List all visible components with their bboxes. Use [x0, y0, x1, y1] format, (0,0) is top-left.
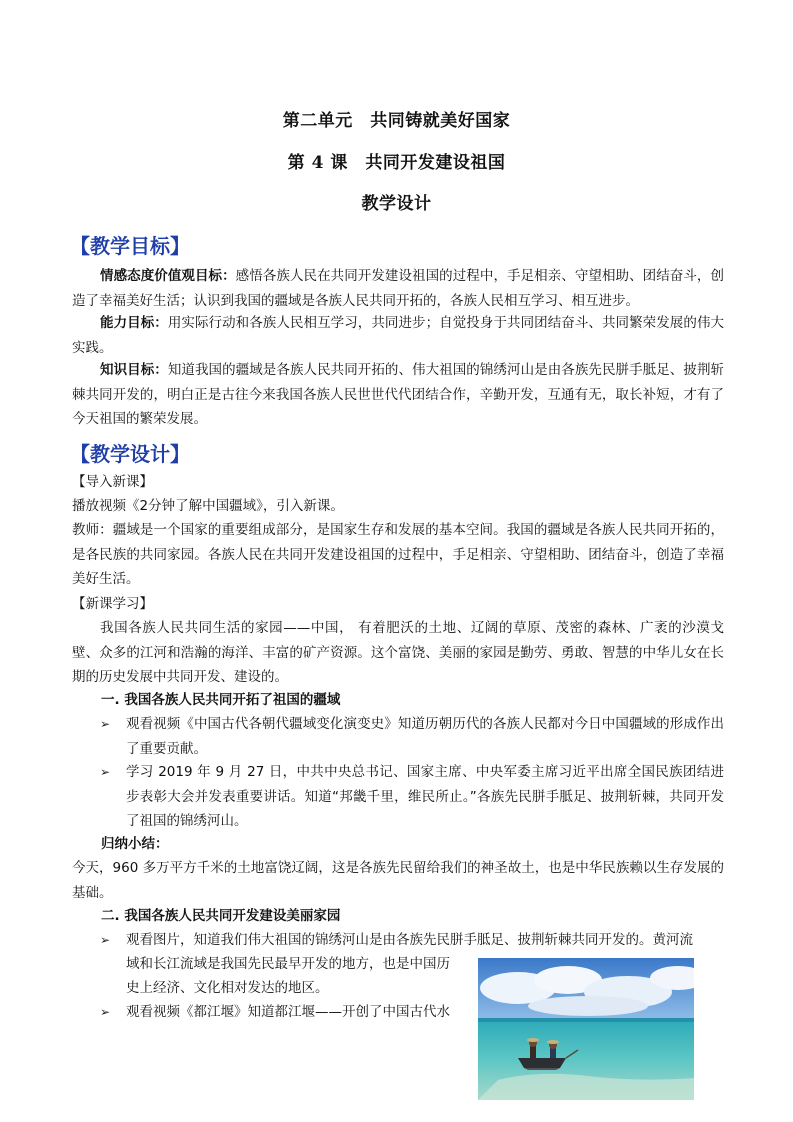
- arrow-bullet-icon: ➢: [100, 1005, 111, 1019]
- arrow-bullet-icon: ➢: [100, 717, 111, 731]
- new-lesson-text: 我国各族人民共同生活的家园——中国， 有着肥沃的土地、辽阔的草原、茂密的森林、广袤的沙漠戈壁、众多的江河和浩瀚的海洋、丰富的矿产资源。这个富饶、美丽的家园是勤劳、勇敢、智慧的中华儿女在长期的历史发展中共同开发、建设的。: [72, 620, 724, 685]
- intro-line: 播放视频《2分钟了解中国疆域》，引入新课。: [72, 498, 344, 514]
- list-item: [100, 712, 724, 762]
- summary-text: 今天，960 多万平方千米的土地富饶辽阔，这是各族先民留给我们的神圣故土，也是中华民族赖以生存发展的基础。: [72, 860, 724, 901]
- bullet-text: 学习 2019 年 9 月 27 日，中共中央总书记、国家主席、中央军委主席习近平出席全国民族团结进步表彰大会并发表重要讲话。知道“邦畿千里，维民所止。”各族先民胼手胝足、披荆斩棘，共同开发了祖国的锦绣河山。: [126, 764, 724, 829]
- emotion-objective: [72, 264, 724, 313]
- knowledge-text: 知道我国的疆域是各族人民共同开拓的、伟大祖国的锦绣河山是由各族先民胼手胝足、披荆斩棘共同开发的，明白正是古往今来我国各族人民世世代代团结合作，辛勤开发，互通有无，取长补短，才有了今天祖国的繁荣发展。: [72, 362, 725, 427]
- ability-objective: [72, 311, 724, 360]
- part2-heading: 二. 我国各族人民共同开发建设美丽家园: [101, 908, 341, 924]
- arrow-bullet-icon: ➢: [100, 765, 111, 779]
- section-heading-objectives: 【教学目标】: [70, 234, 190, 258]
- bullet-text-line: 史上经济、文化相对发达的地区。: [126, 980, 329, 996]
- design-title: 教学设计: [361, 194, 432, 214]
- emotion-label: 情感态度价值观目标：: [100, 268, 236, 284]
- sea-boat-photo: [478, 958, 694, 1100]
- bullet-text: 观看视频《中国古代各朝代疆域变化演变史》知道历朝历代的各族人民都对今日中国疆域的形成作出了重要贡献。: [126, 716, 724, 757]
- knowledge-objective: [72, 358, 724, 432]
- bullet-text: 观看视频《都江堰》知道都江堰——开创了中国古代水: [126, 1004, 450, 1020]
- list-item: [100, 1000, 480, 1026]
- ability-text: 用实际行动和各族人民相互学习，共同进步；自觉投身于共同团结奋斗、共同繁荣发展的伟大实践。: [72, 315, 725, 356]
- emotion-text: 感悟各族人民在共同开发建设祖国的过程中，手足相亲、守望相助、团结奋斗，创造了幸福美好生活；认识到我国的疆域是各族人民共同开拓的，各族人民相互学习、相互进步。: [72, 268, 725, 309]
- unit-title: 第二单元 共同铸就美好国家: [282, 111, 511, 131]
- new-lesson-tag: 【新课学习】: [72, 596, 153, 612]
- bullet-text-line: 域和长江流域是我国先民最早开发的地方，也是中国历: [126, 956, 450, 972]
- intro-tag: 【导入新课】: [72, 474, 153, 490]
- bullet-text-line: 观看图片，知道我们伟大祖国的锦绣河山是由各族先民胼手胝足、披荆斩棘共同开发的。黄河流: [126, 932, 693, 948]
- list-item: [100, 760, 724, 834]
- section-heading-design: 【教学设计】: [70, 442, 190, 466]
- knowledge-label: 知识目标：: [100, 362, 168, 378]
- summary-label: 归纳小结：: [101, 836, 169, 852]
- teacher-text: 教师：疆域是一个国家的重要组成部分，是国家生存和发展的基本空间。我国的疆域是各族人民共同开拓的，是各民族的共同家园。各族人民在共同开发建设祖国的过程中，手足相亲、守望相助、团结奋斗，创造了幸福美好生活。: [72, 522, 724, 587]
- arrow-bullet-icon: ➢: [100, 933, 111, 947]
- ability-label: 能力目标：: [100, 315, 168, 331]
- photo-illustration: [478, 958, 694, 1100]
- part1-heading: 一. 我国各族人民共同开拓了祖国的疆域: [101, 692, 341, 708]
- lesson-title: 第 4 课 共同开发建设祖国: [287, 153, 506, 173]
